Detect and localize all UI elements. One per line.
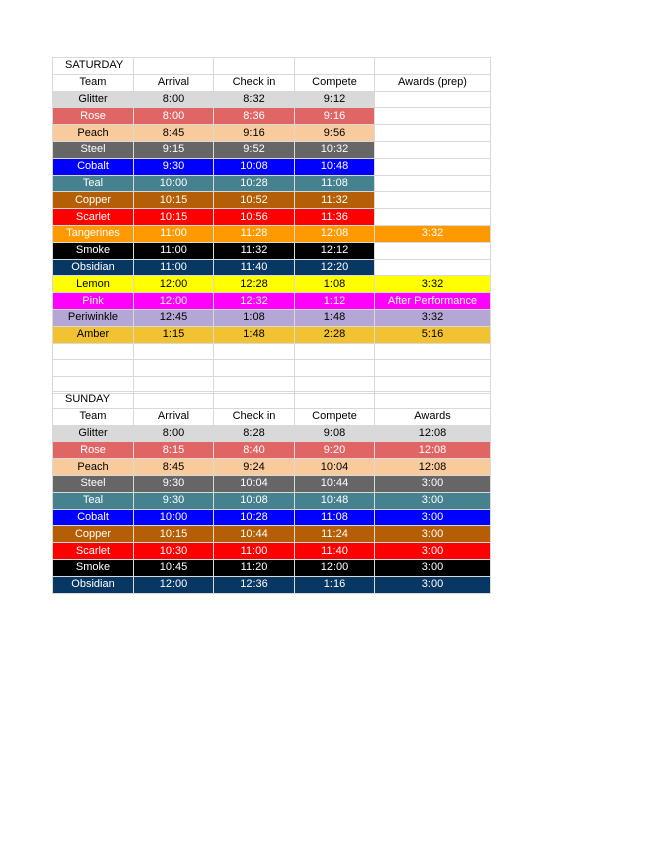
- checkin-cell[interactable]: 9:24: [214, 459, 295, 476]
- table-row: [53, 559, 491, 576]
- saturday-title-row: [53, 58, 491, 75]
- checkin-cell[interactable]: 8:32: [214, 91, 295, 108]
- empty-cell[interactable]: [375, 58, 491, 75]
- arrival-cell[interactable]: 8:15: [134, 442, 214, 459]
- compete-cell[interactable]: 1:16: [295, 576, 375, 593]
- awards-cell[interactable]: [375, 141, 491, 158]
- empty-cell[interactable]: [214, 343, 295, 360]
- compete-cell[interactable]: 11:40: [295, 543, 375, 560]
- team-cell[interactable]: Cobalt: [53, 158, 134, 175]
- table-row: [53, 125, 491, 142]
- table-row: [53, 442, 491, 459]
- team-cell[interactable]: Smoke: [53, 242, 134, 259]
- sunday-title-row: [53, 392, 491, 409]
- arrival-cell[interactable]: 10:15: [134, 192, 214, 209]
- compete-cell[interactable]: 11:32: [295, 192, 375, 209]
- empty-cell[interactable]: [375, 392, 491, 409]
- empty-row: [53, 343, 491, 360]
- table-row: [53, 242, 491, 259]
- day-title[interactable]: SATURDAY: [53, 58, 134, 75]
- awards-cell[interactable]: 3:00: [375, 576, 491, 593]
- checkin-cell[interactable]: 10:04: [214, 475, 295, 492]
- awards-cell[interactable]: 3:00: [375, 559, 491, 576]
- awards-cell[interactable]: 3:00: [375, 492, 491, 509]
- empty-cell[interactable]: [295, 343, 375, 360]
- checkin-cell[interactable]: 10:28: [214, 509, 295, 526]
- arrival-cell[interactable]: 12:00: [134, 276, 214, 293]
- arrival-cell[interactable]: 1:15: [134, 326, 214, 343]
- team-cell[interactable]: Cobalt: [53, 509, 134, 526]
- checkin-cell[interactable]: 10:28: [214, 175, 295, 192]
- team-cell[interactable]: Steel: [53, 141, 134, 158]
- compete-cell[interactable]: 9:20: [295, 442, 375, 459]
- compete-cell[interactable]: 10:48: [295, 492, 375, 509]
- table-row: [53, 91, 491, 108]
- awards-cell[interactable]: 3:00: [375, 509, 491, 526]
- column-header[interactable]: Arrival: [134, 408, 214, 425]
- awards-cell[interactable]: [375, 158, 491, 175]
- arrival-cell[interactable]: 10:45: [134, 559, 214, 576]
- sunday-header-row: [53, 408, 491, 425]
- column-header[interactable]: Compete: [295, 408, 375, 425]
- team-cell[interactable]: Scarlet: [53, 209, 134, 226]
- checkin-cell[interactable]: 1:08: [214, 309, 295, 326]
- awards-cell[interactable]: [375, 125, 491, 142]
- team-cell[interactable]: Glitter: [53, 425, 134, 442]
- compete-cell[interactable]: 10:32: [295, 141, 375, 158]
- arrival-cell[interactable]: 10:15: [134, 526, 214, 543]
- compete-cell[interactable]: 11:36: [295, 209, 375, 226]
- arrival-cell[interactable]: 9:30: [134, 475, 214, 492]
- team-cell[interactable]: Glitter: [53, 91, 134, 108]
- table-row: [53, 425, 491, 442]
- awards-cell[interactable]: [375, 242, 491, 259]
- table-row: [53, 475, 491, 492]
- compete-cell[interactable]: 1:08: [295, 276, 375, 293]
- checkin-cell[interactable]: 12:32: [214, 293, 295, 310]
- checkin-cell[interactable]: 9:52: [214, 141, 295, 158]
- checkin-cell[interactable]: 12:36: [214, 576, 295, 593]
- table-row: [53, 141, 491, 158]
- arrival-cell[interactable]: 9:15: [134, 141, 214, 158]
- checkin-cell[interactable]: 11:28: [214, 225, 295, 242]
- empty-cell[interactable]: [134, 392, 214, 409]
- column-header[interactable]: Compete: [295, 74, 375, 91]
- table-row: [53, 526, 491, 543]
- table-row: [53, 209, 491, 226]
- table-row: [53, 158, 491, 175]
- column-header[interactable]: Check in: [214, 408, 295, 425]
- empty-cell[interactable]: [53, 343, 134, 360]
- team-cell[interactable]: Teal: [53, 492, 134, 509]
- awards-cell[interactable]: [375, 259, 491, 276]
- checkin-cell[interactable]: 1:48: [214, 326, 295, 343]
- arrival-cell[interactable]: 9:30: [134, 158, 214, 175]
- compete-cell[interactable]: 12:20: [295, 259, 375, 276]
- team-cell[interactable]: Obsidian: [53, 576, 134, 593]
- empty-cell[interactable]: [134, 343, 214, 360]
- empty-cell[interactable]: [214, 58, 295, 75]
- saturday-schedule-table: [52, 57, 491, 394]
- awards-cell[interactable]: [375, 192, 491, 209]
- team-cell[interactable]: Steel: [53, 475, 134, 492]
- arrival-cell[interactable]: 11:00: [134, 242, 214, 259]
- checkin-cell[interactable]: 10:08: [214, 492, 295, 509]
- column-header[interactable]: Check in: [214, 74, 295, 91]
- awards-cell[interactable]: 12:08: [375, 442, 491, 459]
- empty-cell[interactable]: [134, 360, 214, 377]
- team-cell[interactable]: Pink: [53, 293, 134, 310]
- awards-cell[interactable]: 3:00: [375, 526, 491, 543]
- compete-cell[interactable]: 2:28: [295, 326, 375, 343]
- awards-cell[interactable]: After Performance: [375, 293, 491, 310]
- team-cell[interactable]: Amber: [53, 326, 134, 343]
- arrival-cell[interactable]: 11:00: [134, 259, 214, 276]
- team-cell[interactable]: Smoke: [53, 559, 134, 576]
- arrival-cell[interactable]: 11:00: [134, 225, 214, 242]
- checkin-cell[interactable]: 10:08: [214, 158, 295, 175]
- awards-cell[interactable]: [375, 108, 491, 125]
- checkin-cell[interactable]: 10:44: [214, 526, 295, 543]
- column-header[interactable]: Arrival: [134, 74, 214, 91]
- arrival-cell[interactable]: 8:45: [134, 459, 214, 476]
- checkin-cell[interactable]: 11:00: [214, 543, 295, 560]
- arrival-cell[interactable]: 10:30: [134, 543, 214, 560]
- team-cell[interactable]: Copper: [53, 192, 134, 209]
- awards-cell[interactable]: 12:08: [375, 425, 491, 442]
- sunday-schedule-table: [52, 391, 491, 594]
- arrival-cell[interactable]: 8:00: [134, 425, 214, 442]
- empty-row: [53, 360, 491, 377]
- awards-cell[interactable]: [375, 175, 491, 192]
- team-cell[interactable]: Tangerines: [53, 225, 134, 242]
- team-cell[interactable]: Scarlet: [53, 543, 134, 560]
- empty-cell[interactable]: [295, 392, 375, 409]
- table-row: [53, 326, 491, 343]
- checkin-cell[interactable]: 10:56: [214, 209, 295, 226]
- saturday-schedule-body: [53, 58, 491, 394]
- compete-cell[interactable]: 10:48: [295, 158, 375, 175]
- checkin-cell[interactable]: 9:16: [214, 125, 295, 142]
- awards-cell[interactable]: 5:16: [375, 326, 491, 343]
- table-row: [53, 492, 491, 509]
- arrival-cell[interactable]: 8:00: [134, 108, 214, 125]
- checkin-cell[interactable]: 8:40: [214, 442, 295, 459]
- checkin-cell[interactable]: 8:36: [214, 108, 295, 125]
- team-cell[interactable]: Periwinkle: [53, 309, 134, 326]
- saturday-header-row: [53, 74, 491, 91]
- compete-cell[interactable]: 12:12: [295, 242, 375, 259]
- team-cell[interactable]: Peach: [53, 125, 134, 142]
- table-row: [53, 225, 491, 242]
- table-row: [53, 259, 491, 276]
- checkin-cell[interactable]: 8:28: [214, 425, 295, 442]
- empty-cell[interactable]: [295, 360, 375, 377]
- team-cell[interactable]: Teal: [53, 175, 134, 192]
- column-header[interactable]: Team: [53, 74, 134, 91]
- team-cell[interactable]: Obsidian: [53, 259, 134, 276]
- compete-cell[interactable]: 10:04: [295, 459, 375, 476]
- table-row: [53, 276, 491, 293]
- empty-cell[interactable]: [134, 58, 214, 75]
- compete-cell[interactable]: 9:08: [295, 425, 375, 442]
- arrival-cell[interactable]: 8:00: [134, 91, 214, 108]
- table-row: [53, 108, 491, 125]
- arrival-cell[interactable]: 9:30: [134, 492, 214, 509]
- table-row: [53, 543, 491, 560]
- compete-cell[interactable]: 12:00: [295, 559, 375, 576]
- awards-cell[interactable]: 3:32: [375, 309, 491, 326]
- team-cell[interactable]: Rose: [53, 442, 134, 459]
- table-row: [53, 293, 491, 310]
- empty-cell[interactable]: [214, 392, 295, 409]
- arrival-cell[interactable]: 12:45: [134, 309, 214, 326]
- compete-cell[interactable]: 9:12: [295, 91, 375, 108]
- compete-cell[interactable]: 9:16: [295, 108, 375, 125]
- compete-cell[interactable]: 11:08: [295, 175, 375, 192]
- arrival-cell[interactable]: 10:00: [134, 509, 214, 526]
- team-cell[interactable]: Rose: [53, 108, 134, 125]
- team-cell[interactable]: Peach: [53, 459, 134, 476]
- awards-cell[interactable]: 3:32: [375, 225, 491, 242]
- team-cell[interactable]: Lemon: [53, 276, 134, 293]
- day-title[interactable]: SUNDAY: [53, 392, 134, 409]
- awards-cell[interactable]: 12:08: [375, 459, 491, 476]
- empty-cell[interactable]: [375, 360, 491, 377]
- awards-cell[interactable]: 3:32: [375, 276, 491, 293]
- awards-cell[interactable]: 3:00: [375, 543, 491, 560]
- table-row: [53, 576, 491, 593]
- checkin-cell[interactable]: 10:52: [214, 192, 295, 209]
- arrival-cell[interactable]: 8:45: [134, 125, 214, 142]
- empty-cell[interactable]: [295, 58, 375, 75]
- compete-cell[interactable]: 12:08: [295, 225, 375, 242]
- table-row: [53, 459, 491, 476]
- table-row: [53, 175, 491, 192]
- compete-cell[interactable]: 1:12: [295, 293, 375, 310]
- empty-cell[interactable]: [375, 343, 491, 360]
- table-row: [53, 509, 491, 526]
- sunday-schedule-body: [53, 392, 491, 594]
- arrival-cell[interactable]: 10:00: [134, 175, 214, 192]
- arrival-cell[interactable]: 12:00: [134, 293, 214, 310]
- table-row: [53, 192, 491, 209]
- team-cell[interactable]: Copper: [53, 526, 134, 543]
- compete-cell[interactable]: 11:24: [295, 526, 375, 543]
- column-header[interactable]: Awards: [375, 408, 491, 425]
- compete-cell[interactable]: 11:08: [295, 509, 375, 526]
- checkin-cell[interactable]: 11:20: [214, 559, 295, 576]
- arrival-cell[interactable]: 12:00: [134, 576, 214, 593]
- compete-cell[interactable]: 1:48: [295, 309, 375, 326]
- arrival-cell[interactable]: 10:15: [134, 209, 214, 226]
- table-row: [53, 309, 491, 326]
- column-header[interactable]: Team: [53, 408, 134, 425]
- empty-cell[interactable]: [53, 360, 134, 377]
- compete-cell[interactable]: 10:44: [295, 475, 375, 492]
- empty-cell[interactable]: [214, 360, 295, 377]
- awards-cell[interactable]: 3:00: [375, 475, 491, 492]
- column-header[interactable]: Awards (prep): [375, 74, 491, 91]
- checkin-cell[interactable]: 11:40: [214, 259, 295, 276]
- checkin-cell[interactable]: 11:32: [214, 242, 295, 259]
- awards-cell[interactable]: [375, 209, 491, 226]
- compete-cell[interactable]: 9:56: [295, 125, 375, 142]
- checkin-cell[interactable]: 12:28: [214, 276, 295, 293]
- awards-cell[interactable]: [375, 91, 491, 108]
